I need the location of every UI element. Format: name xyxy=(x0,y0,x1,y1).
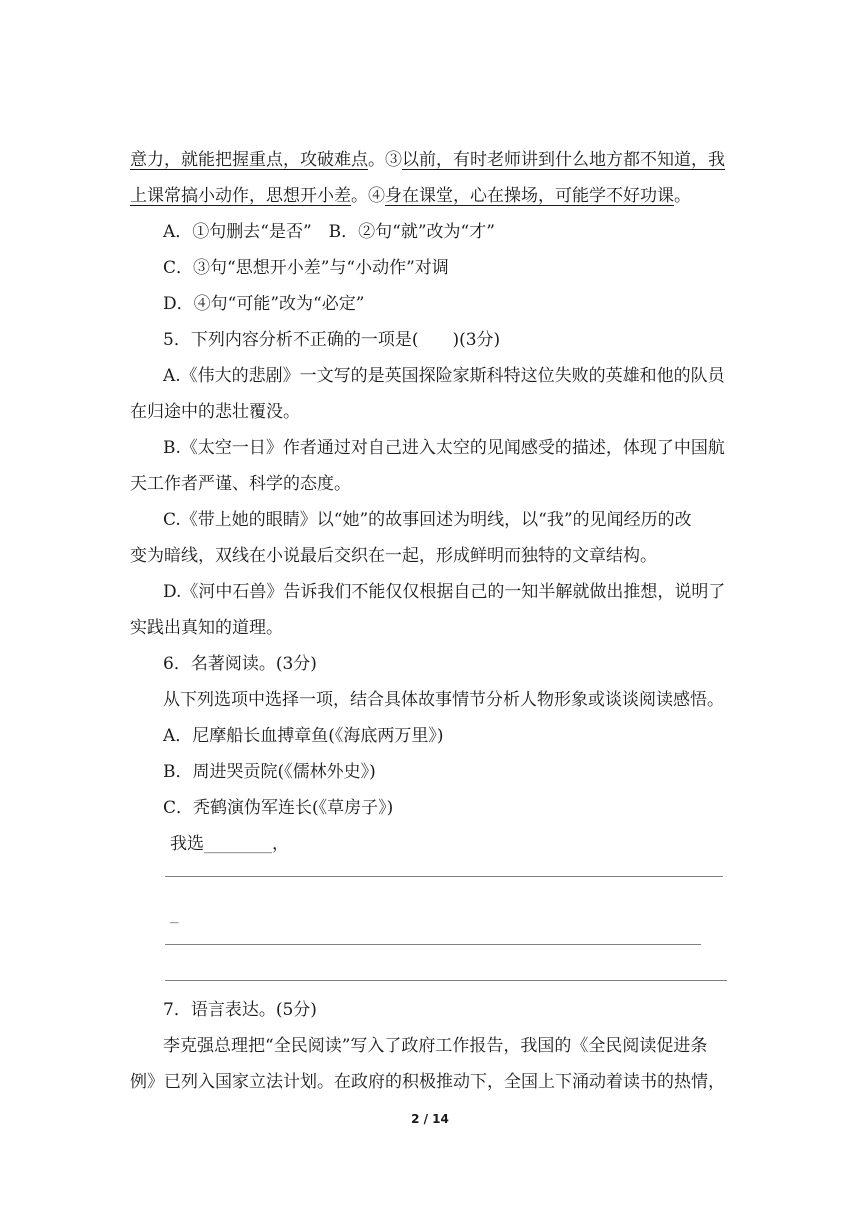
underlined-sentence: 以前，有时老师讲到什么地方都不知道，我 xyxy=(402,150,725,170)
q6-option-a: A．尼摩船长血搏章鱼(《海底两万里》) xyxy=(163,726,444,746)
q6-title: 6．名著阅读。(3分) xyxy=(163,654,317,674)
answer-line[interactable] xyxy=(165,944,701,945)
q7-paragraph-line: 李克强总理把“全民阅读”写入了政府工作报告，我国的《全民阅读促进条 xyxy=(163,1036,708,1056)
answer-line[interactable] xyxy=(165,980,727,981)
q6-choice-blank[interactable]: ________ xyxy=(204,834,272,854)
q4-option-ab: A．①句删去“是否” B．②句“就”改为“才” xyxy=(163,222,495,242)
q7-title: 7．语言表达。(5分) xyxy=(163,1000,317,1020)
q4-option-c: C．③句“思想开小差”与“小动作”对调 xyxy=(163,258,449,278)
q5-option-b-cont: 天工作者严谨、科学的态度。 xyxy=(130,474,351,494)
q5-option-a-cont: 在归途中的悲壮覆没。 xyxy=(130,402,300,422)
q5-option-c-cont: 变为暗线，双线在小说最后交织在一起，形成鲜明而独特的文章结构。 xyxy=(130,546,657,566)
underlined-sentence: 意力，就能把握重点，攻破难点 xyxy=(130,150,368,170)
underlined-sentence: 上课常搞小动作，思想开小差 xyxy=(130,186,351,206)
q6-option-b: B．周进哭贡院(《儒林外史》) xyxy=(163,762,376,782)
q6-option-c: C．秃鹤演伪军连长(《草房子》) xyxy=(163,798,394,818)
underlined-sentence: 身在课堂，心在操场，可能学不好功课 xyxy=(385,186,674,206)
answer-line[interactable] xyxy=(165,876,723,877)
q6-choice-line xyxy=(170,832,289,856)
q4-option-d: D．④句“可能”改为“必定” xyxy=(163,294,365,314)
q5-option-c: C.《带上她的眼睛》以“她”的故事回述为明线，以“我”的见闻经历的改 xyxy=(163,510,692,530)
sentence-end: 。 xyxy=(674,186,691,206)
page-number: 2 / 14 xyxy=(411,1112,449,1126)
q5-option-a: A.《伟大的悲剧》一文写的是英国探险家斯科特这位失败的英雄和他的队员 xyxy=(163,366,725,386)
stray-underscore: _ xyxy=(170,904,179,924)
paragraph-line xyxy=(130,184,691,208)
q5-option-b: B.《太空一日》作者通过对自己进入太空的见闻感受的描述，体现了中国航 xyxy=(163,438,725,458)
q7-paragraph-line: 例》已列入国家立法计划。在政府的积极推动下，全国上下涌动着读书的热情， xyxy=(130,1072,725,1092)
q5-option-d: D.《河中石兽》告诉我们不能仅仅根据自己的一知半解就做出推想，说明了 xyxy=(163,582,726,602)
q6-choice-comma: ， xyxy=(272,834,289,854)
q5-title: 5．下列内容分析不正确的一项是( )(3分) xyxy=(163,330,501,350)
q6-instruction: 从下列选项中选择一项，结合具体故事情节分析人物形象或谈谈阅读感悟。 xyxy=(163,690,724,710)
q5-option-d-cont: 实践出真知的道理。 xyxy=(130,618,283,638)
paragraph-line xyxy=(130,148,725,172)
q6-choice-label: 我选 xyxy=(170,834,204,854)
sentence-marker: 。④ xyxy=(351,186,385,206)
sentence-marker: 。③ xyxy=(368,150,402,170)
